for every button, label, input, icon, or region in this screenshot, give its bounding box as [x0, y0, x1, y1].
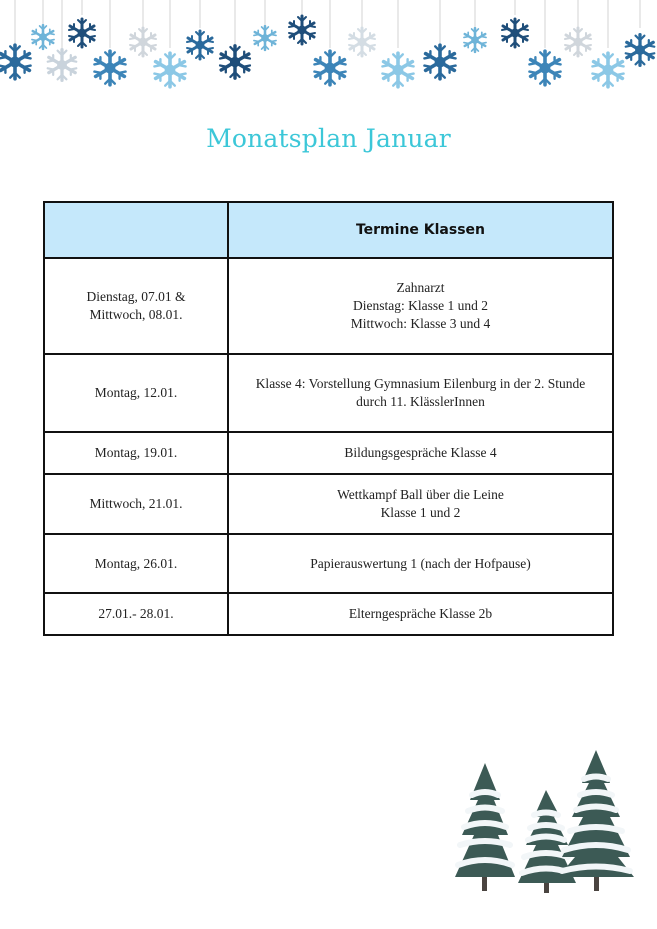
table-row	[44, 432, 613, 474]
table-row	[44, 534, 613, 593]
event-cell: Zahnarzt Dienstag: Klasse 1 und 2 Mittwoch: Klasse 3 und 4	[228, 258, 613, 354]
date-cell: Montag, 26.01.	[44, 534, 228, 593]
snowflake-garland-decoration	[0, 0, 657, 100]
event-cell: Klasse 4: Vorstellung Gymnasium Eilenburg in der 2. Stunde durch 11. KlässlerInnen	[228, 354, 613, 432]
date-cell: Montag, 19.01.	[44, 432, 228, 474]
event-cell: Elterngespräche Klasse 2b	[228, 593, 613, 635]
snowy-pine-trees-decoration	[450, 745, 640, 900]
table-row	[44, 593, 613, 635]
event-cell: Wettkampf Ball über die Leine Klasse 1 und 2	[228, 474, 613, 534]
date-cell: Mittwoch, 21.01.	[44, 474, 228, 534]
pine-tree-icon	[455, 763, 515, 891]
table-row	[44, 258, 613, 354]
column-header-events: Termine Klassen	[228, 202, 613, 258]
table-row	[44, 474, 613, 534]
event-cell: Bildungsgespräche Klasse 4	[228, 432, 613, 474]
date-cell: Dienstag, 07.01 & Mittwoch, 08.01.	[44, 258, 228, 354]
table-header-row	[44, 202, 613, 258]
pine-tree-icon	[558, 750, 634, 891]
schedule-table	[43, 201, 614, 636]
date-cell: 27.01.- 28.01.	[44, 593, 228, 635]
table-row	[44, 354, 613, 432]
date-cell: Montag, 12.01.	[44, 354, 228, 432]
event-cell: Papierauswertung 1 (nach der Hofpause)	[228, 534, 613, 593]
pine-tree-icon	[518, 790, 576, 893]
column-header-date	[44, 202, 228, 258]
page-title: Monatsplan Januar	[206, 124, 451, 153]
